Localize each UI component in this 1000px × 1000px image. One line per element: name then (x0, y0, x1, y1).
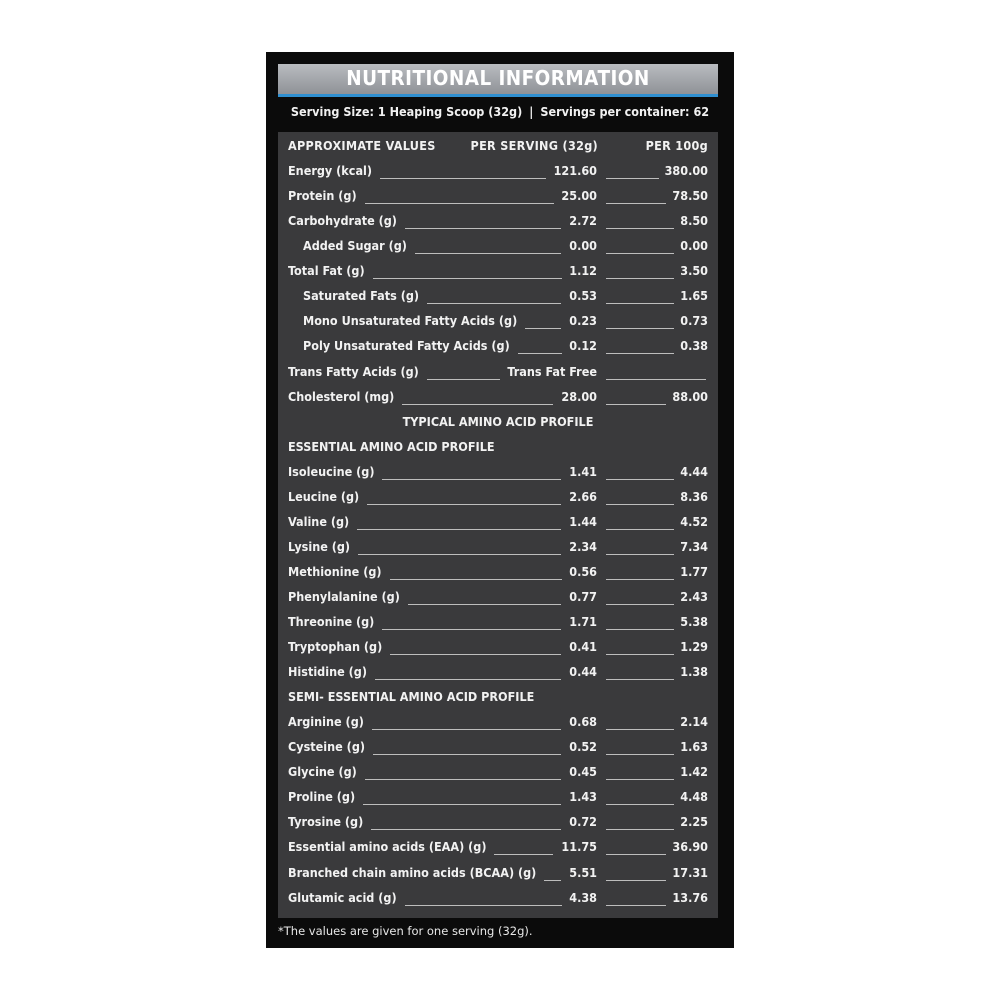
leader-line (606, 529, 674, 530)
leader-line (606, 353, 674, 354)
per-serving-value: 11.75 (561, 839, 597, 855)
semi-essential-amino-row (278, 810, 718, 834)
per-serving-value: 121.60 (553, 163, 597, 179)
row-label: Arginine (g) (288, 714, 364, 730)
per-serving-value: 1.41 (569, 463, 597, 479)
leader-line (365, 779, 561, 780)
essential-amino-row (278, 635, 718, 659)
leader-line (494, 854, 553, 855)
leader-line (606, 404, 666, 405)
leader-line (380, 178, 546, 179)
per-serving-value: 25.00 (561, 188, 597, 204)
per-100g-value: 4.48 (680, 789, 708, 805)
leader-line (606, 479, 674, 480)
per-serving-value: 0.56 (569, 563, 597, 579)
semi-essential-amino-row (278, 735, 718, 759)
per-100g-value: 5.38 (680, 613, 708, 629)
row-label: Tyrosine (g) (288, 814, 364, 830)
leader-line (375, 679, 561, 680)
title-bar (278, 64, 718, 97)
row-label: Cysteine (g) (288, 739, 366, 755)
per-100g-value: 17.31 (672, 864, 708, 880)
leader-line (606, 804, 674, 805)
leader-line (427, 303, 561, 304)
row-label: Essential amino acids (EAA) (g) (288, 839, 487, 855)
essential-amino-heading-row (278, 435, 718, 459)
row-label: Glutamic acid (g) (288, 889, 397, 905)
leader-line (606, 554, 674, 555)
leader-line (382, 629, 561, 630)
panel-title: NUTRITIONAL INFORMATION (346, 66, 650, 90)
nutrition-row (278, 159, 718, 183)
semi-essential-amino-row (278, 760, 718, 784)
per-serving-value: 28.00 (561, 388, 597, 404)
per-serving-value: 0.52 (569, 739, 597, 755)
leader-line (606, 303, 674, 304)
essential-amino-row (278, 610, 718, 634)
leader-line (363, 804, 561, 805)
nutrition-row (278, 234, 718, 258)
per-100g-value: 2.43 (680, 588, 708, 604)
leader-line (367, 504, 561, 505)
per-serving-value: 0.23 (569, 313, 597, 329)
leader-line (365, 203, 554, 204)
nutrition-row (278, 309, 718, 333)
per-100g-value: 78.50 (672, 188, 708, 204)
per-100g-value: 1.63 (680, 739, 708, 755)
row-label: Methionine (g) (288, 563, 382, 579)
row-label: Isoleucine (g) (288, 463, 375, 479)
leader-line (606, 854, 666, 855)
row-label: Branched chain amino acids (BCAA) (g) (288, 864, 537, 880)
header-approximate-values: APPROXIMATE VALUES (288, 138, 436, 153)
per-serving-value: 1.44 (569, 513, 597, 529)
per-serving-value: 1.43 (569, 789, 597, 805)
row-label: Glycine (g) (288, 764, 357, 780)
row-label: Histidine (g) (288, 664, 367, 680)
per-serving-value: 5.51 (569, 864, 597, 880)
amino-acid-heading-row (278, 410, 718, 434)
leader-line (606, 754, 674, 755)
per-100g-value: 1.38 (680, 664, 708, 680)
row-label: Valine (g) (288, 513, 350, 529)
per-serving-value: 0.00 (569, 238, 597, 254)
row-label: Carbohydrate (g) (288, 213, 397, 229)
leader-line (390, 654, 561, 655)
header-per-100g: PER 100g (645, 138, 708, 153)
nutrition-row (278, 334, 718, 358)
per-100g-value: 8.50 (680, 213, 708, 229)
per-serving-value: 0.77 (569, 588, 597, 604)
per-100g-value: 380.00 (664, 163, 708, 179)
leader-line (427, 379, 500, 380)
row-label: Total Fat (g) (288, 263, 365, 279)
nutrition-table (278, 132, 718, 918)
leader-line (357, 529, 561, 530)
per-serving-value: 4.38 (569, 889, 597, 905)
row-label: Trans Fatty Acids (g) (288, 363, 419, 379)
row-label: Protein (g) (288, 188, 357, 204)
leader-line (405, 228, 561, 229)
nutrition-row (278, 259, 718, 283)
essential-amino-row (278, 585, 718, 609)
per-100g-value: 2.14 (680, 714, 708, 730)
per-100g-value: 1.29 (680, 639, 708, 654)
nutrition-panel (266, 52, 734, 948)
row-label: Saturated Fats (g) (303, 288, 420, 304)
per-100g-value: 0.38 (680, 338, 708, 354)
table-header (278, 134, 718, 158)
nutrition-row (278, 209, 718, 233)
leader-line (373, 754, 561, 755)
leader-line (606, 178, 659, 179)
per-100g-value: 0.73 (680, 313, 708, 329)
leader-line (372, 729, 561, 730)
leader-line (382, 479, 561, 480)
serving-size: Serving Size: 1 Heaping Scoop (32g) (290, 104, 523, 119)
per-100g-value: 1.65 (680, 288, 708, 304)
nutrition-row (278, 184, 718, 208)
per-100g-value: 88.00 (672, 388, 708, 404)
per-100g-value: 1.77 (680, 563, 708, 579)
leader-line (408, 604, 561, 605)
leader-line (518, 353, 562, 354)
leader-line (606, 253, 674, 254)
leader-line (606, 729, 674, 730)
leader-line (606, 629, 674, 630)
leader-line (358, 554, 561, 555)
per-100g-value: 7.34 (680, 538, 708, 554)
per-serving-value: 0.45 (569, 764, 597, 780)
leader-line (405, 905, 562, 906)
per-100g-value: 3.50 (680, 263, 708, 279)
row-label: Mono Unsaturated Fatty Acids (g) (303, 313, 518, 329)
essential-amino-row (278, 460, 718, 484)
per-serving-value: 2.66 (569, 488, 597, 504)
leader-line (606, 679, 674, 680)
leader-line (544, 880, 561, 881)
per-100g-value: 2.25 (680, 814, 708, 830)
leader-line (606, 278, 674, 279)
nutrition-row (278, 284, 718, 308)
per-serving-value: 0.53 (569, 288, 597, 304)
per-serving-value: 0.44 (569, 664, 597, 680)
leader-line (606, 880, 666, 881)
header-per-serving: PER SERVING (32g) (470, 138, 598, 153)
per-100g-value: 13.76 (672, 889, 708, 905)
per-serving-value: 0.72 (569, 814, 597, 830)
per-100g-value: 8.36 (680, 488, 708, 504)
nutrition-row (278, 385, 718, 409)
leader-line (606, 504, 674, 505)
per-serving-value: 0.41 (569, 639, 597, 654)
row-label: Added Sugar (g) (303, 238, 407, 254)
row-label: Energy (kcal) (288, 163, 373, 179)
footnote: *The values are given for one serving (32g). (278, 924, 533, 938)
per-serving-value: 0.68 (569, 714, 597, 730)
leader-line (606, 654, 674, 655)
row-label: Cholesterol (mg) (288, 388, 395, 404)
leader-line (606, 228, 674, 229)
leader-line (606, 604, 674, 605)
servings-per-container: Servings per container: 62 (540, 104, 710, 119)
per-100g-value: 4.44 (680, 463, 708, 479)
per-100g-value: 1.42 (680, 764, 708, 780)
semi-essential-amino-row (278, 861, 718, 885)
row-label: Phenylalanine (g) (288, 588, 400, 604)
essential-amino-heading: ESSENTIAL AMINO ACID PROFILE (288, 438, 495, 454)
leader-line (415, 253, 561, 254)
semi-essential-amino-row (278, 785, 718, 809)
essential-amino-row (278, 510, 718, 534)
semi-essential-amino-heading: SEMI- ESSENTIAL AMINO ACID PROFILE (288, 689, 535, 705)
leader-line (606, 203, 666, 204)
leader-line (373, 278, 562, 279)
amino-acid-heading: TYPICAL AMINO ACID PROFILE (402, 413, 594, 429)
semi-essential-amino-row (278, 835, 718, 859)
serving-info (266, 104, 734, 119)
row-label: Leucine (g) (288, 488, 360, 504)
semi-essential-amino-row (278, 710, 718, 734)
per-100g-value: 4.52 (680, 513, 708, 529)
row-label: Proline (g) (288, 789, 356, 805)
leader-line (606, 829, 674, 830)
leader-line (371, 829, 561, 830)
leader-line (402, 404, 553, 405)
row-label: Poly Unsaturated Fatty Acids (g) (303, 338, 510, 354)
per-serving-value: 2.34 (569, 538, 597, 554)
leader-line (606, 379, 706, 380)
leader-line (606, 905, 666, 906)
per-100g-value: 0.00 (680, 238, 708, 254)
serving-separator: | (529, 104, 534, 119)
row-label: Tryptophan (g) (288, 639, 383, 654)
per-serving-value: 1.71 (569, 613, 597, 629)
leader-line (606, 328, 674, 329)
per-serving-value: 1.12 (569, 263, 597, 279)
leader-line (606, 579, 674, 580)
row-label: Lysine (g) (288, 538, 351, 554)
nutrition-row (278, 360, 718, 384)
leader-line (525, 328, 561, 329)
semi-essential-amino-heading-row (278, 685, 718, 709)
row-label: Threonine (g) (288, 613, 375, 629)
leader-line (606, 779, 674, 780)
per-serving-value: 0.12 (569, 338, 597, 354)
semi-essential-amino-row (278, 886, 718, 910)
essential-amino-row (278, 660, 718, 684)
leader-line (390, 579, 562, 580)
per-100g-value: 36.90 (672, 839, 708, 855)
per-serving-value: Trans Fat Free (507, 363, 597, 379)
essential-amino-row (278, 485, 718, 509)
essential-amino-row (278, 535, 718, 559)
essential-amino-row (278, 560, 718, 584)
per-serving-value: 2.72 (569, 213, 597, 229)
